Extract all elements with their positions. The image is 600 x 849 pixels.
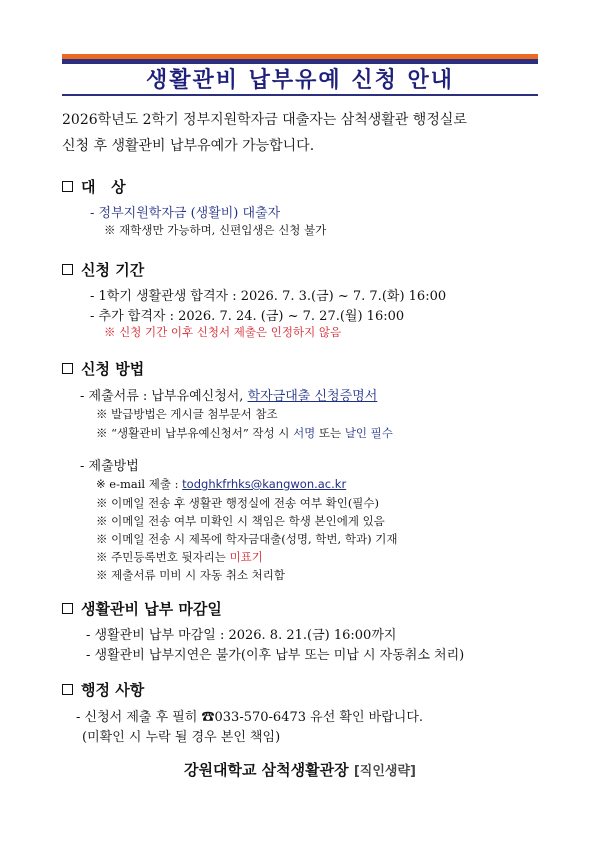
method-email-line: ※ e-mail 제출 : todghkfrhks@kangwon.ac.kr (96, 477, 347, 491)
method-note-b: ※ 이메일 전송 여부 미확인 시 책임은 학생 본인에게 있음 (96, 514, 385, 528)
method-docs-note-1: ※ 발급방법은 게시글 첨부문서 참조 (96, 407, 278, 421)
target-note: ※ 재학생만 가능하며, 신편입생은 신청 불가 (104, 223, 327, 237)
target-item: - 정부지원학자금 (생활비) 대출자 (90, 206, 281, 221)
title-underline (62, 94, 538, 96)
method-docs-note-2: ※ “생활관비 납부유예신청서” 작성 시 서명 또는 날인 필수 (96, 426, 393, 440)
section-method-heading: 신청 방법 (62, 358, 144, 379)
footer-org: 강원대학교 삼척생활관장 (184, 761, 349, 779)
period-note: ※ 신청 기간 이후 신청서 제출은 인정하지 않음 (104, 325, 342, 339)
method-docs: - 제출서류 : 납부유예신청서, 학자금대출 신청증명서 (80, 389, 378, 404)
method-submit-heading: - 제출방법 (80, 459, 139, 474)
section-period-heading: 신청 기간 (62, 259, 144, 280)
deadline-item-2: - 생활관비 납부지연은 불가(이후 납부 또는 미납 시 자동취소 처리) (86, 648, 465, 663)
period-item-2: - 추가 합격자 : 2026. 7. 24. (금) ~ 7. 27.(월) 16:00 (90, 309, 405, 324)
deadline-item-1: - 생활관비 납부 마감일 : 2026. 8. 21.(금) 16:00까지 (86, 628, 397, 643)
method-note-a: ※ 이메일 전송 후 생활관 행정실에 전송 여부 확인(필수) (96, 496, 380, 510)
docs-highlight: 학자금대출 신청증명서 (247, 389, 378, 404)
checkbox-square-icon (62, 264, 73, 275)
section-admin-heading: 행정 사항 (62, 679, 144, 700)
email-link[interactable]: todghkfrhks@kangwon.ac.kr (182, 477, 347, 491)
intro-line-1: 2026학년도 2학기 정부지원학자금 대출자는 삼척생활관 행정실로 (62, 112, 467, 128)
method-note-c: ※ 이메일 전송 시 제목에 학자금대출(성명, 학번, 학과) 기재 (96, 532, 398, 546)
checkbox-square-icon (62, 603, 73, 614)
intro-line-2: 신청 후 생활관비 납부유예가 가능합니다. (62, 138, 315, 154)
section-deadline-heading: 생활관비 납부 마감일 (62, 598, 222, 619)
footer-seal-omitted: [직인생략] (353, 764, 416, 779)
period-item-1: - 1학기 생활관생 합격자 : 2026. 7. 3.(금) ~ 7. 7.(화) 16:00 (90, 289, 447, 304)
admin-item-2: (미확인 시 누락 될 경우 본인 책임) (82, 730, 281, 745)
checkbox-square-icon (62, 363, 73, 374)
method-note-e: ※ 제출서류 미비 시 자동 취소 처리함 (96, 568, 285, 582)
method-note-d: ※ 주민등록번호 뒷자리는 미표기 (96, 550, 263, 564)
checkbox-square-icon (62, 684, 73, 695)
admin-item-1: - 신청서 제출 후 필히 ☎033-570-6473 유선 확인 바랍니다. (76, 710, 424, 725)
footer-signature (0, 759, 600, 780)
checkbox-square-icon (62, 181, 73, 192)
section-target-heading: 대 상 (62, 176, 126, 197)
page-title: 생활관비 납부유예 신청 안내 (145, 68, 454, 93)
